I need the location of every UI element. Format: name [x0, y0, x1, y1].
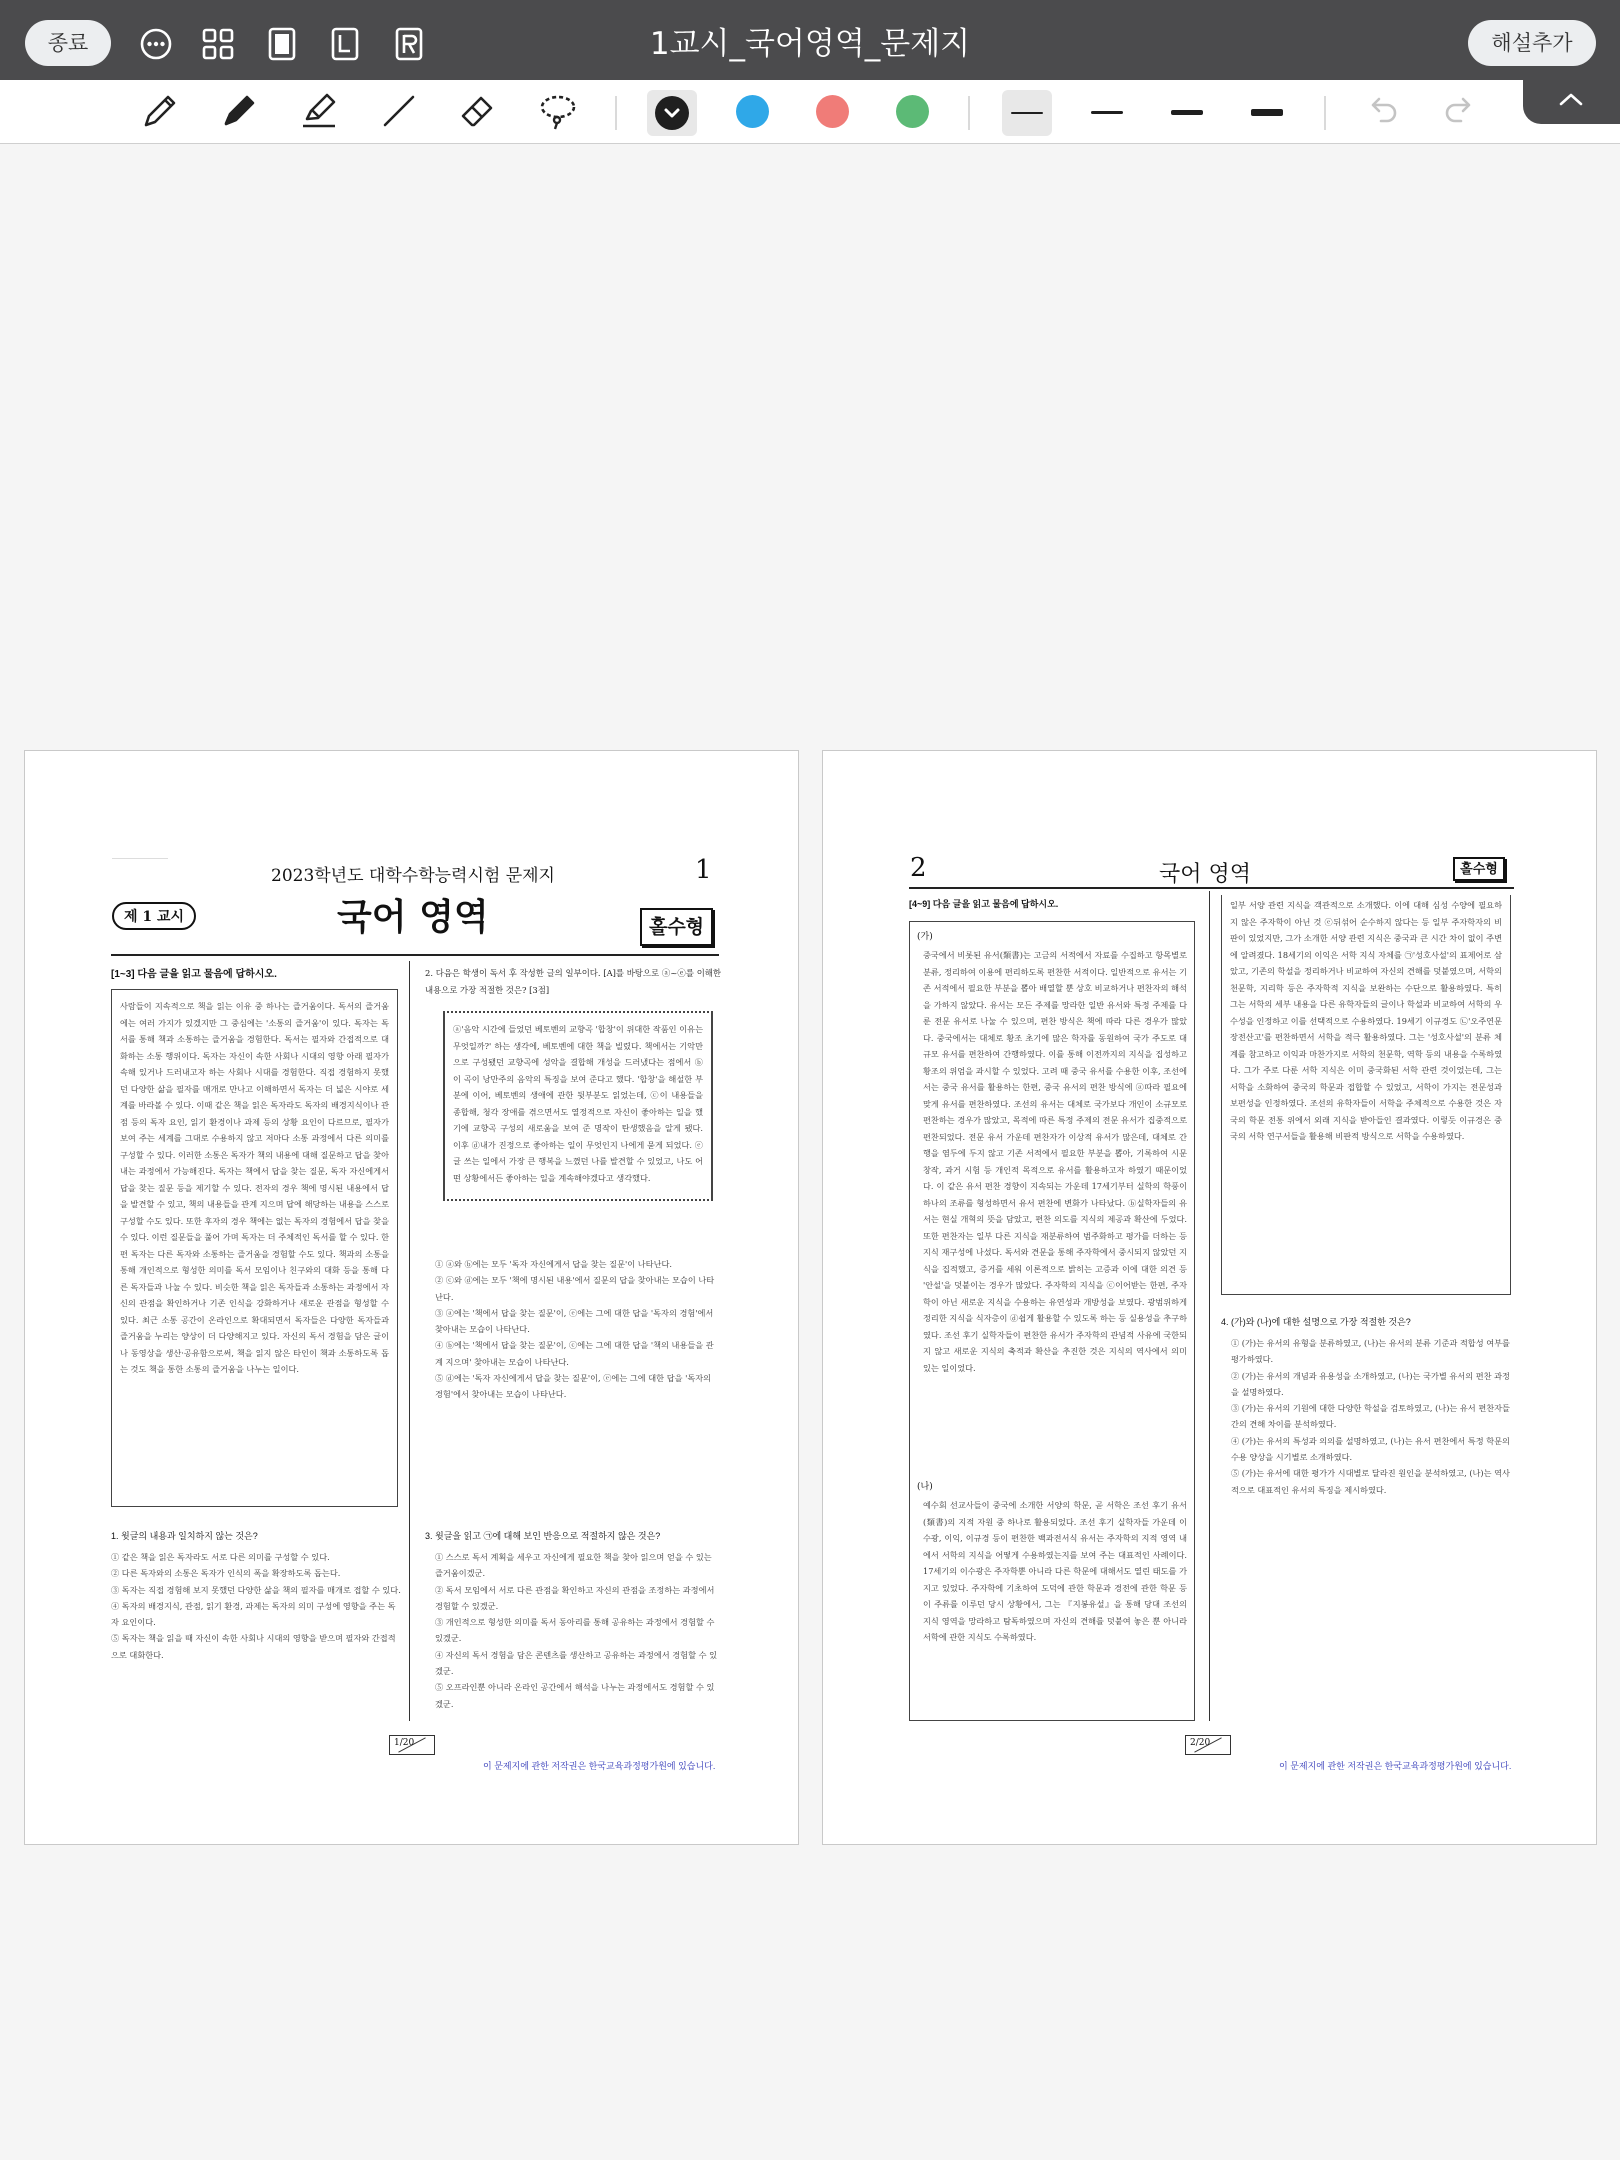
toolbar-divider	[968, 96, 970, 130]
passage-heading: [1~3] 다음 글을 읽고 물음에 답하시오.	[111, 969, 277, 980]
page-indicator: 1/20	[389, 1735, 435, 1755]
question-2-options	[435, 1256, 721, 1426]
option[interactable]: ② 다른 독자와의 소통은 독자가 인식의 폭을 확장하도록 돕는다.	[111, 1568, 341, 1579]
thickness-extra-thick[interactable]	[1242, 90, 1292, 136]
question-3-options	[435, 1549, 721, 1729]
color-blue[interactable]	[736, 95, 769, 128]
toolbar-divider	[615, 96, 617, 130]
option[interactable]: ④ (가)는 유서의 특성과 의의를 설명하였고, (나)는 유서 편찬에서 특정 학문의 수용 양상을 시기별로 소개하였다.	[1231, 1435, 1510, 1463]
drawing-toolbar	[0, 80, 1620, 144]
session-badge: 제 1 교시	[112, 902, 196, 930]
question-1-stem: 1. 윗글의 내용과 일치하지 않는 것은?	[111, 1531, 258, 1541]
copyright-notice: 이 문제지에 관한 저작권은 한국교육과정평가원에 있습니다.	[483, 1761, 716, 1771]
option[interactable]: ① ⓐ와 ⓑ에는 모두 '독자 자신에게서 답을 찾는 질문'이 나타난다.	[435, 1259, 673, 1269]
page-indicator: 2/20	[1185, 1735, 1231, 1755]
highlighter-icon[interactable]	[294, 88, 344, 134]
type-badge: 홀수형	[640, 908, 713, 946]
column-divider	[409, 961, 410, 1721]
eraser-icon[interactable]	[453, 88, 503, 134]
document-canvas[interactable]	[0, 144, 1620, 2160]
page-number: 1	[695, 855, 712, 885]
color-black-selected[interactable]	[647, 90, 697, 136]
option[interactable]: ⑤ (가)는 유서에 대한 평가가 시대별로 달라진 원인을 분석하였고, (나)는 역사적으로 대표적인 유서의 특징을 제시하였다.	[1231, 1468, 1510, 1495]
redo-icon[interactable]	[1436, 88, 1486, 134]
subject-title: 국어 영역	[1159, 862, 1252, 887]
grid-view-icon[interactable]	[200, 26, 236, 62]
passage-ga: 중국에서 비롯된 유서(類書)는 고금의 서적에서 자료를 수집하고 항목별로 분류, 정리하여 이용에 편리하도록 편찬한 서적이다. 일반적으로 유서는 기존 서적에서 필요한 부분을 뽑아 배열할 뿐 상호 비교하거나 편찬자의 해석을 가하지 않았다. 유서는 모든 주제를 망라한 일반 유서와 특정 주제를 다룬 전문 유서로 나눌 수 있으며, 편찬 방식은 책에 따라 다른 경우가 많았다. 중국에서는 대체로 황조 초기에 많은 학자를 동원하여 국가 주도로 대규모 유서를 편찬하여 간행하였다. 이를 통해 이전까지의 지식을 집성하고 황조의 위엄을 과시할 수 있었다. 고려 때 중국 유서를 수용한 이후, 조선에서는 중국 유서를 활용하는 한편, 중국 유서의 편찬 방식에 ⓐ따라 필요에 맞게 유서를 편찬하였다. 조선의 유서는 대체로 국가보다 개인이 소규모로 편찬하는 경우가 많았고, 목적에 따른 특정 주제의 전문 유서가 집중적으로 편찬되었다. 전문 유서 가운데 편찬자가 이상적 유서가 많은데, 대체로 간행을 염두에 두지 않고 기존 서적에서 필요한 부분을 뽑아, 기록하여 시문 창작, 과거 시험 등 개인적 목적으로 유서를 활용하고자 하였기 때문이었다. 이 같은 유서 편찬 경향이 지속되는 가운데 17세기부터 실학의 학풍이 하나의 조류를 형성하면서 유서 편찬에 변화가 나타났다. ⓑ실학자들의 유서는 현실 개혁의 뜻을 담았고, 편찬 의도를 지식의 제공과 확산에 두었다. 또한 편찬자는 일부 다른 지식을 재분류하여 범주화하고 평가를 더하는 등 지식 재구성에 나섰다. 독서와 견문을 통해 주자학에서 중시되지 않았던 지식을 집적했고, 증거를 세워 이론적으로 밝히는 고증과 이에 대한 의견 등 '안설'을 덧붙이는 경우가 많았다. 주자학의 지식을 ⓒ이어받는 한편, 주자학이 아닌 새로운 지식을 수용하는 유연성과 개방성을 보였다. 광범위하게 정리한 지식을 식자층이 ⓓ쉽게 활용할 수 있도록 하는 등 실용성을 추구하였다. 조선 후기 실학자들이 편찬한 유서가 주자학의 관념적 사유에 국한되지 않고 새로운 지식의 축적과 확산을 추진한 것은 지식의 역사에서 의미 있는 일이었다.	[923, 950, 1187, 1373]
add-solution-button[interactable]: 해설추가	[1468, 20, 1596, 66]
option[interactable]: ③ 독자는 직접 경험해 보지 못했던 다양한 삶을 책의 필자를 매개로 접할 수 있다.	[111, 1584, 401, 1595]
bookmark-list-icon[interactable]	[327, 26, 363, 62]
header-rule	[909, 887, 1514, 889]
option[interactable]: ③ ⓐ에는 '책에서 답을 찾는 질문'이, ⓔ에는 그에 대한 답을 '독자의 경험'에서 찾아내는 모습이 나타난다.	[435, 1307, 714, 1335]
single-page-icon[interactable]	[264, 26, 300, 62]
passage-body: 사람들이 지속적으로 책을 읽는 이유 중 하나는 즐거움이다. 독서의 즐거움에는 여러 가지가 있겠지만 그 중심에는 '소통의 즐거움'이 있다. 독자는 독서를 통해 책과 소통하는 즐거움을 경험한다. 독서는 필자와 간접적으로 대화하는 소통 행위이다. 독자는 자신이 속한 사회나 시대의 영향 아래 필자가 속해 있거나 드러내고자 하는 사회나 시대를 경험한다. 직접 경험하지 못했던 다양한 삶을 필자를 매개로 만나고 이해하면서 독자는 더 넓은 시야로 세계를 바라볼 수 있다. 이때 같은 책을 읽은 독자라도 독자의 배경지식이나 관점 등의 독자 요인, 읽기 환경이나 과제 등의 상황 요인이 다르므로, 필자가 보여 주는 세계를 그대로 수용하지 않고 저마다 소통 과정에서 다른 의미를 구성할 수 있다. 이러한 소통은 독자가 책의 내용에 대해 질문하고 답을 찾아내는 과정에서 가능해진다. 독자는 책에서 답을 찾는 질문, 독자 자신에게서 답을 찾는 질문 등을 제기할 수 있다. 전자의 경우 책에 명시된 내용에서 답을 발견할 수 있고, 책의 내용들을 관계 지으며 답에 해당하는 내용을 스스로 구성할 수도 있다. 또한 후자의 경우 책에는 없는 독자의 경험에서 답을 찾을 수 있다. 이런 질문들을 풀어 가며 독자는 더 주체적인 독서를 할 수 있다. 한편 독자는 다른 독자와 소통하는 즐거움을 경험할 수도 있다. 책과의 소통을 통해 개인적으로 형성한 의미를 독서 모임이나 친구와의 대화 등을 통해 다른 독자들과 나눌 수 있다. 비슷한 책을 읽은 독자들과 소통하는 과정에서 자신의 관점을 확인하거나 기존 인식을 강화하거나 새로운 관점을 형성할 수 있다. 최근 소통 공간이 온라인으로 확대되면서 독자들은 다양한 독자들과 즐거움을 누리는 양상이 더 다양해지고 있다. 자신의 독서 경험을 담은 글이나 동영상을 생산·공유함으로써, 책을 읽지 않은 타인이 책과 소통하도록 돕는 것도 책을 통한 소통의 즐거움을 나누는 일이다.	[111, 989, 398, 1507]
line-icon[interactable]	[374, 88, 424, 134]
exit-button[interactable]: 종료	[25, 20, 111, 66]
option[interactable]: ③ 개인적으로 형성한 의미를 독서 동아리를 통해 공유하는 과정에서 경험할 수 있겠군.	[435, 1617, 715, 1644]
question-2-box: ⓐ'음악 시간에 들었던 베토벤의 교향곡 '합창'이 위대한 작품인 이유는 무엇일까?' 하는 생각에, 베토벤에 대한 책을 빌렸다. 책에서는 기악만으로 구성됐던 교향곡에 성악을 결합해 개성을 드러냈다는 점에서 ⓑ이 곡이 낭만주의 음악의 특징을 보여 준다고 했다. '합창'을 해설한 부분에 이어, 베토벤의 생애에 관한 뒷부분도 읽었는데, ⓒ이 내용들을 종합해, 청각 장애를 겪으면서도 열정적으로 자신이 좋아하는 일을 했기에 교향곡 구성의 새로움을 보여 준 명작이 탄생했음을 알게 됐다. 이후 ⓓ내가 진정으로 좋아하는 일이 무엇인지 나에게 묻게 되었다. ⓔ글 쓰는 일에서 가장 큰 행복을 느꼈던 나를 발견할 수 있었고, 나도 어떤 상황에서든 좋아하는 일을 계속해야겠다고 생각했다.	[443, 1011, 713, 1201]
color-red[interactable]	[816, 95, 849, 128]
option[interactable]: ① 같은 책을 읽은 독자라도 서로 다른 의미를 구성할 수 있다.	[111, 1552, 330, 1562]
pencil-icon[interactable]	[135, 88, 185, 134]
chevron-up-icon	[1523, 80, 1620, 124]
question-2-stem: 2. 다음은 학생이 독서 후 작성한 글의 일부이다. [A]를 바탕으로 ⓐ~ⓔ를 이해한 내용으로 가장 적절한 것은? [3점]	[425, 968, 721, 995]
toolbar-divider	[1324, 96, 1326, 130]
bookmark-icon[interactable]	[391, 26, 427, 62]
option[interactable]: ② ⓒ와 ⓓ에는 모두 '책에 명시된 내용'에서 질문의 답을 찾아내는 모습이 나타난다.	[435, 1275, 715, 1302]
title-bar	[0, 0, 1620, 80]
check-icon	[655, 96, 689, 130]
more-icon[interactable]	[138, 26, 174, 62]
option[interactable]: ① (가)는 유서의 유형을 분류하였고, (나)는 유서의 분류 기준과 적합성 여부를 평가하였다.	[1231, 1338, 1510, 1365]
option[interactable]: ⑤ 독자는 책을 읽을 때 자신이 속한 사회나 시대의 영향을 받으며 필자와 간접적으로 대화한다.	[111, 1633, 396, 1660]
thickness-thick[interactable]	[1162, 90, 1212, 136]
option[interactable]: ⑤ 오프라인뿐 아니라 온라인 공간에서 해석을 나누는 과정에서도 경험할 수 있겠군.	[435, 1682, 715, 1709]
column-divider	[1209, 891, 1210, 1721]
question-3-stem: 3. 윗글을 읽고 ㉠에 대해 보인 반응으로 적절하지 않은 것은?	[425, 1531, 661, 1541]
passage-heading: [4~9] 다음 글을 읽고 물음에 답하시오.	[909, 899, 1059, 909]
passage-na: 예수회 선교사들이 중국에 소개한 서양의 학문, 곧 서학은 조선 후기 유서(類書)의 지적 자원 중 하나로 활용되었다. 조선 후기 실학자들 가운데 이수광, 이익, 이규경 등이 편찬한 백과전서식 유서는 주자학의 지적 영역 내에서 서학의 지식을 어떻게 수용하였는지를 보여 주는 대표적인 사례이다. 17세기의 이수광은 주자학뿐 아니라 다른 학문에 대해서도 열린 태도를 가지고 있었다. 주자학에 기초하여 도덕에 관한 학문과 경전에 관한 학문 등이 주류를 이루던 당시 상황에서, 그는 『지봉유설』을 통해 당대 조선의 지식 영역을 망라하고 탐독하였으며 자신의 견해를 덧붙여 놓은 뿐 아니라 서학에 관한 지식도 수록하였다.	[923, 1500, 1187, 1642]
header-rule	[111, 954, 719, 956]
document-title: 1교시_국어영역_문제지	[649, 26, 971, 62]
passage-continued: 일부 서양 관련 지식을 객관적으로 소개했다. 이에 대해 심성 수양에 필요하지 않은 주자학이 아닌 것 ⓔ뒤섞어 순수하지 않다는 등 일부 주자학자의 비판이 있었지만, 그가 소개한 서양 관련 지식은 중국과 큰 시간 차이 없이 주변에 알려졌다. 18세기의 이익은 서학 지식 자체를 ㉠'성호사설'의 표제어로 삼았고, 기존의 학설을 정리하거나 비교하여 자신의 견해를 덧붙였으며, 서학의 천문학, 지리학 등은 주자학적 지식을 보완하는 수단으로 활용하였다. 특히 그는 서학의 세부 내용을 다른 유학자들의 글이나 학설과 비교하여 서학의 우수성을 인정하고 이를 선택적으로 수용하였다. 19세기 이규경도 ㉡'오주연문장전산고'를 편찬하면서 서학을 적극 활용하였다. 그는 '성호사설'의 분류 체계를 참고하고 이익과 마찬가지로 서학의 천문학, 역학 등의 내용을 수록하였다. 그가 주로 다룬 서학 지식은 이미 중국화된 서학 관련 것이었는데, 그는 서학을 소화하여 중국의 학문과 접합할 수 있었고, 서학이 가지는 전문성과 보편성을 인정하였다. 조선의 유학자들이 서학을 주체적으로 수용한 것은 자국의 학문 전통 위에서 외래 지식을 받아들인 결과였다. 이렇듯 이규경은 중국의 서학 연구서들을 활용해 비판적 방식으로 서학을 수용하였다.	[1221, 895, 1511, 1295]
question-4-options	[1231, 1335, 1515, 1535]
option[interactable]: ⑤ ⓓ에는 '독자 자신에게서 답을 찾는 질문'이, ⓔ에는 그에 대한 답을 '독자의 경험'에서 찾아내는 모습이 나타난다.	[435, 1373, 712, 1400]
option[interactable]: ② 독서 모임에서 서로 다른 관점을 확인하고 자신의 관점을 조정하는 과정에서 경험할 수 있겠군.	[435, 1584, 715, 1611]
exam-title: 2023학년도 대학수학능력시험 문제지	[271, 866, 555, 886]
lasso-icon[interactable]	[533, 88, 583, 134]
section-label-na: (나)	[917, 1482, 933, 1492]
option[interactable]: ④ 독자의 배경지식, 관점, 읽기 환경, 과제는 독자의 의미 구성에 영향을 주는 독자 요인이다.	[111, 1600, 396, 1628]
copyright-notice: 이 문제지에 관한 저작권은 한국교육과정평가원에 있습니다.	[1279, 1761, 1512, 1771]
marker-icon[interactable]	[214, 88, 264, 134]
color-green[interactable]	[896, 95, 929, 128]
question-1-options	[111, 1549, 401, 1729]
type-badge: 홀수형	[1453, 857, 1505, 881]
option[interactable]: ③ (가)는 유서의 기원에 대한 다양한 학설을 검토하였고, (나)는 유서 편찬자들 간의 견해 차이를 분석하였다.	[1231, 1403, 1510, 1430]
page-2[interactable]	[822, 750, 1597, 1845]
thickness-thin-selected[interactable]	[1002, 90, 1052, 136]
undo-icon[interactable]	[1356, 88, 1406, 134]
subject-title: 국어 영역	[337, 896, 489, 938]
option[interactable]: ④ ⓑ에는 '책에서 답을 찾는 질문'이, ⓒ에는 그에 대한 답을 '책의 내용들을 관계 지으며' 찾아내는 모습이 나타난다.	[435, 1340, 714, 1367]
question-4-stem: 4. (가)와 (나)에 대한 설명으로 가장 적절한 것은?	[1221, 1317, 1411, 1327]
option[interactable]: ② (가)는 유서의 개념과 유용성을 소개하였고, (나)는 국가별 유서의 편찬 과정을 설명하였다.	[1231, 1370, 1510, 1397]
section-label-ga: (가)	[917, 932, 933, 942]
page-1[interactable]	[24, 750, 799, 1845]
collapse-toolbar-button[interactable]	[1523, 80, 1620, 124]
option[interactable]: ④ 자신의 독서 경험을 담은 콘텐츠를 생산하고 공유하는 과정에서 경험할 수 있겠군.	[435, 1649, 717, 1677]
page-number: 2	[910, 853, 927, 883]
thickness-medium[interactable]	[1082, 90, 1132, 136]
option[interactable]: ① 스스로 독서 계획을 세우고 자신에게 필요한 책을 찾아 읽으며 얻을 수 있는 즐거움이겠군.	[435, 1552, 712, 1579]
